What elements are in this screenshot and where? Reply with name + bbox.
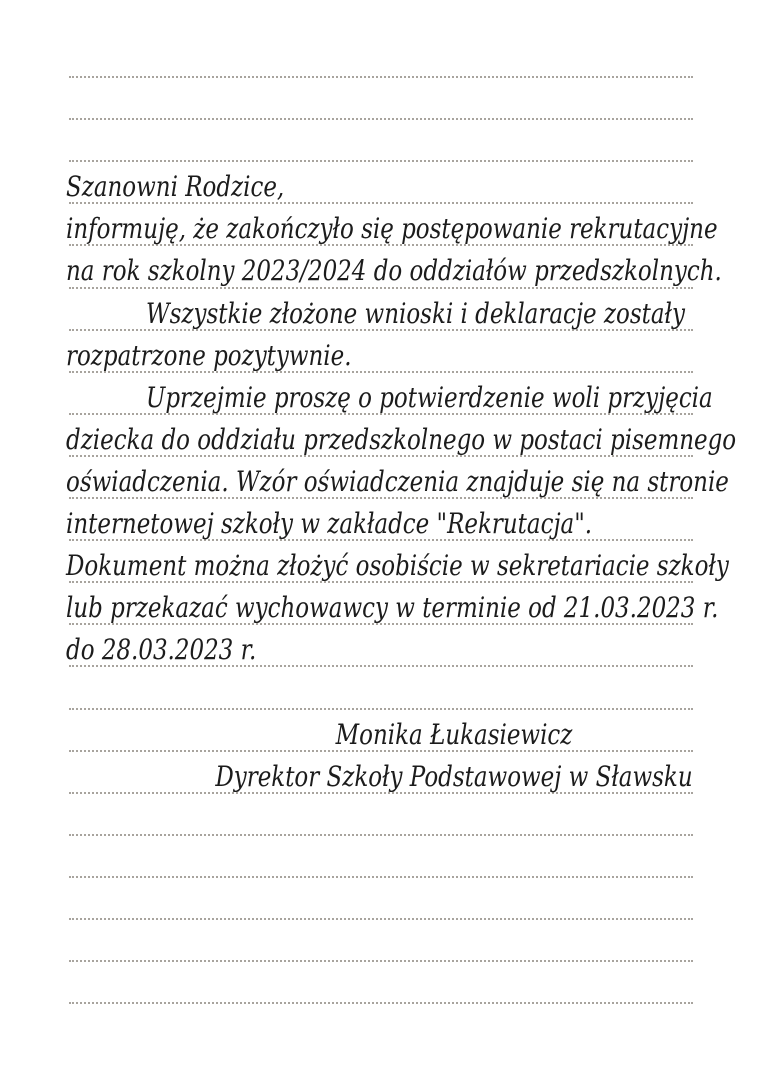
signature-name: Monika Łukasiewicz <box>335 718 573 751</box>
ruled-line <box>69 834 693 836</box>
letter-line: oświadczenia. Wzór oświadczenia znajduje się na stronie <box>66 465 729 498</box>
ruled-line <box>69 960 693 962</box>
letter-line: lub przekazać wychowawcy w terminie od 21.03.2023 r. <box>66 591 719 624</box>
ruled-line <box>69 708 693 710</box>
letter-line: Dokument można złożyć osobiście w sekretariacie szkoły <box>66 549 729 582</box>
ruled-line <box>69 76 693 78</box>
ruled-line <box>69 118 693 120</box>
letter-line: rozpatrzone pozytywnie. <box>66 339 352 372</box>
ruled-line <box>69 876 693 878</box>
letter-line: Uprzejmie proszę o potwierdzenie woli przyjęcia <box>146 381 713 414</box>
letter-line: na rok szkolny 2023/2024 do oddziałów przedszkolnych. <box>66 254 722 287</box>
signature-title: Dyrektor Szkoły Podstawowej w Sławsku <box>215 760 693 793</box>
ruled-line <box>69 160 693 162</box>
ruled-line <box>69 1002 693 1004</box>
ruled-line <box>69 918 693 920</box>
letter-line: informuję, że zakończyło się postępowanie rekrutacyjne <box>66 212 718 245</box>
letter-line: Wszystkie złożone wnioski i deklaracje zostały <box>146 297 685 330</box>
salutation: Szanowni Rodzice, <box>66 170 285 203</box>
letter-line: dziecka do oddziału przedszkolnego w postaci pisemnego <box>66 423 737 456</box>
letter-line: do 28.03.2023 r. <box>66 633 257 666</box>
letter-line: internetowej szkoły w zakładce "Rekrutacja". <box>66 507 593 540</box>
